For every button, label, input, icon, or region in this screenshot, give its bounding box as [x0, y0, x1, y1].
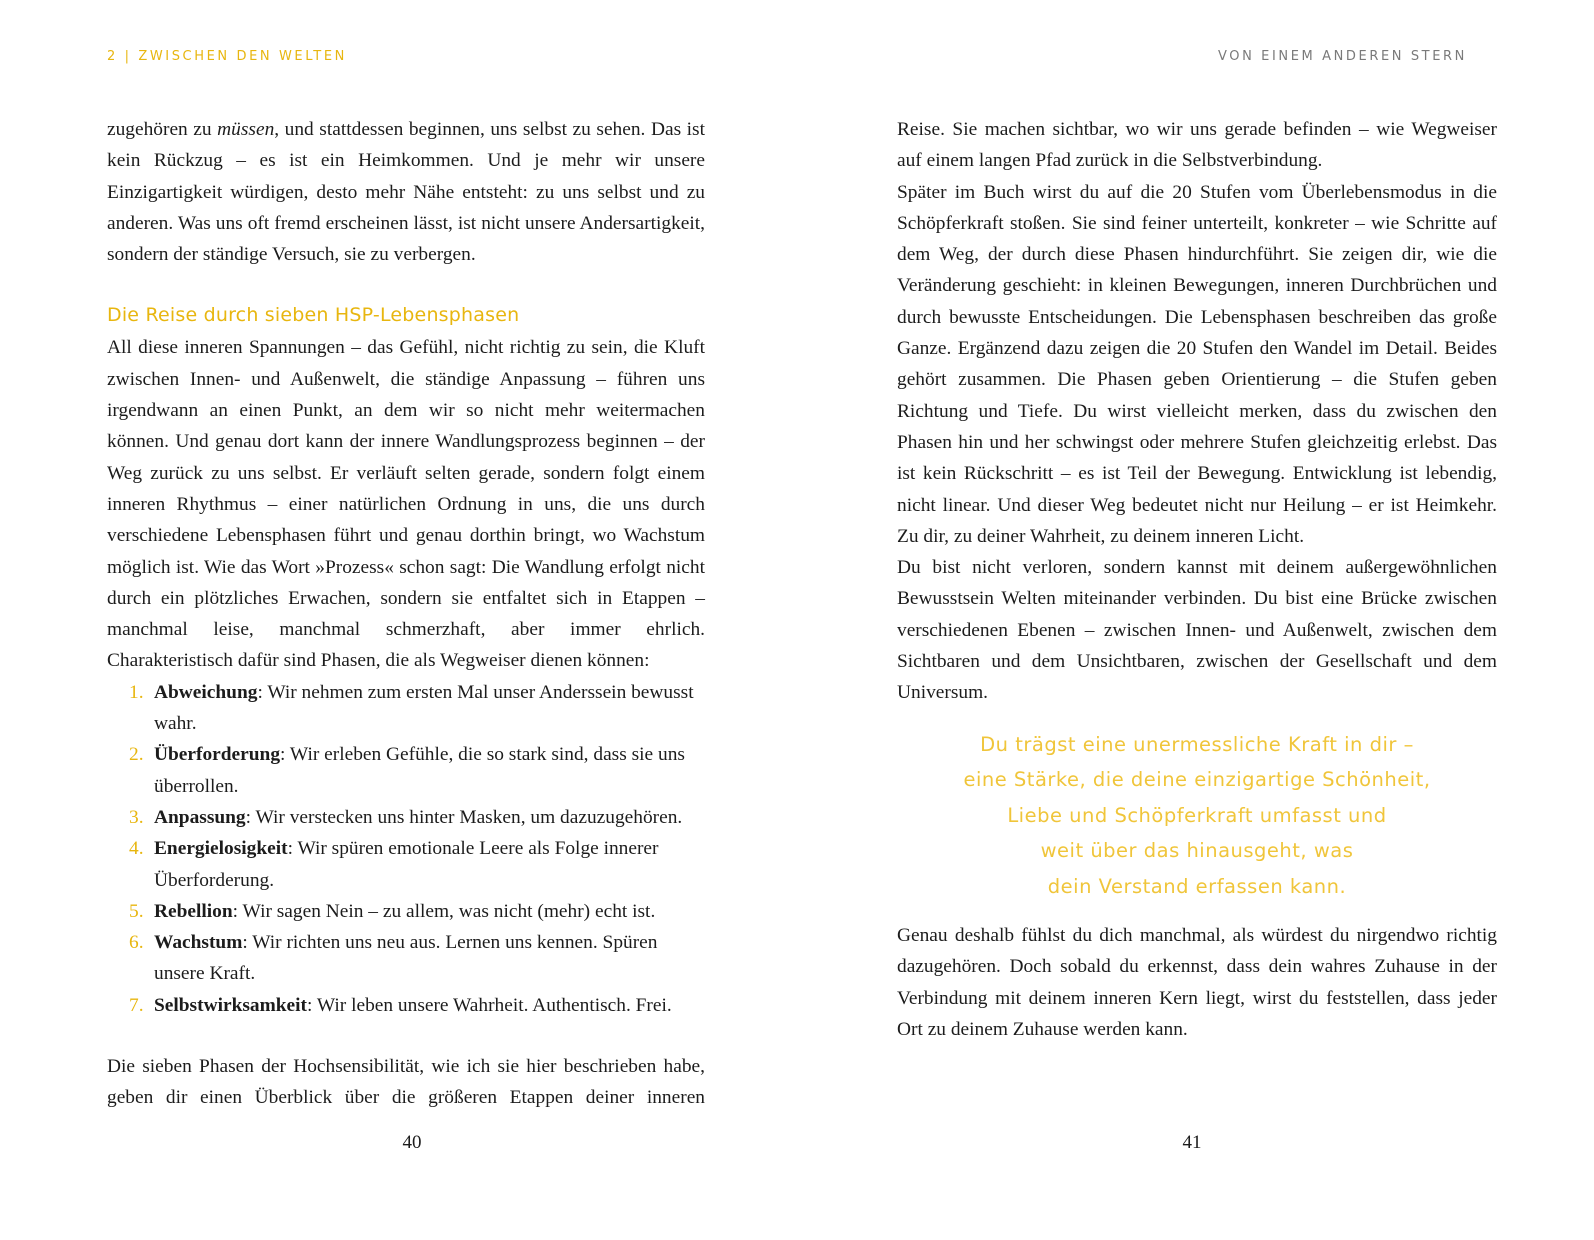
quote-line: weit über das hinausgeht, was: [1040, 839, 1354, 863]
left-page-text: [107, 114, 705, 1114]
quote-line: dein Verstand erfassen kann.: [1047, 874, 1347, 898]
quote-line: Liebe und Schöpferkraft umfasst und: [1007, 803, 1387, 827]
right-page: [797, 0, 1594, 1240]
list-item: 1. Abweichung: Wir nehmen zum ersten Mal unser Anderssein bewusst wahr.: [129, 681, 694, 735]
phase-list: [107, 677, 705, 1021]
list-item: 7. Selbstwirksamkeit: Wir leben unsere Wahrheit. Authentisch. Frei.: [129, 994, 672, 1016]
page-number-right: 41: [1182, 1132, 1202, 1153]
list-item: 3. Anpassung: Wir verstecken uns hinter Masken, um dazuzugehören.: [129, 806, 683, 828]
section-heading: Die Reise durch sieben HSP-Lebensphasen: [107, 304, 520, 327]
paragraph-2: Später im Buch wirst du auf die 20 Stufen vom Überlebensmodus in die Schöpferkraft stoßen. Sie sind feiner unterteilt, konkreter – wie Schritte auf dem Weg, der durch diese Phasen hindurchführt. Sie zeigen dir, wie die Veränderung geschieht: in kleinen Bewegungen, inneren Durchbrüchen und durch bewusste Entscheidungen. Die Lebensphasen beschreiben das große Ganze. Ergänzend dazu zeigen die 20 Stufen den Wandel im Detail. Beides gehört zusammen. Die Phasen geben Orientierung – die Stufen geben Richtung und Tiefe. Du wirst vielleicht merken, dass du zwischen den Phasen hin und her schwingst oder mehrere Stufen gleichzeitig erlebst. Das ist kein Rückschritt – es ist Teil der Bewegung. Entwicklung ist lebendig, nicht linear. Und dieser Weg bedeutet nicht nur Heilung – er ist Heimkehr. Zu dir, zu deiner Wahrheit, zu deinem inneren Licht.: [897, 181, 1497, 547]
intro-paragraph: zugehören zu müssen, und stattdessen beginnen, uns selbst zu sehen. Das ist kein Rückzug – es ist ein Heimkommen. Und je mehr wir unsere Einzigartigkeit würdigen, desto mehr Nähe entsteht: zu uns selbst und zu anderen. Was uns oft fremd erscheinen lässt, ist nicht unsere Andersartigkeit, sondern der ständige Versuch, sie zu verbergen.: [107, 119, 705, 266]
page-number-left: 40: [402, 1132, 422, 1153]
paragraph-3: Du bist nicht verloren, sondern kannst mit deinem außergewöhnlichen Bewusstsein Welten miteinander verbinden. Du bist eine Brücke zwischen verschiedenen Ebenen – zwischen Innen- und Außenwelt, zwischen dem Sichtbaren und dem Unsichtbaren, zwischen der Gesellschaft und dem Universum.: [897, 557, 1497, 704]
quote-line: eine Stärke, die deine einzigartige Schönheit,: [963, 768, 1431, 792]
list-item: 4. Energielosigkeit: Wir spüren emotionale Leere als Folge innerer Überforderung.: [129, 838, 659, 891]
paragraph-4: Genau deshalb fühlst du dich manchmal, als würdest du nirgendwo richtig dazugehören. Doch sobald du erkennst, dass dein wahres Zuhause in der Verbindung mit deinem inneren Kern liegt, wirst du feststellen, dass jeder Ort zu deinem Zuhause werden kann.: [897, 925, 1497, 1041]
closing-paragraph: Die sieben Phasen der Hochsensibilität, wie ich sie hier beschrieben habe, geben dir einen Überblick über die größeren Etappen deiner inneren: [107, 1056, 705, 1109]
running-head-right: VON EINEM ANDEREN STERN: [1218, 49, 1467, 64]
quote-line: Du trägst eine unermessliche Kraft in dir –: [980, 732, 1414, 756]
paragraph-1: Reise. Sie machen sichtbar, wo wir uns gerade befinden – wie Wegweiser auf einem langen Pfad zurück in die Selbstverbindung.: [897, 119, 1497, 172]
list-item: 6. Wachstum: Wir richten uns neu aus. Lernen uns kennen. Spüren unsere Kraft.: [129, 932, 658, 985]
list-item: 5. Rebellion: Wir sagen Nein – zu allem, was nicht (mehr) echt ist.: [129, 900, 656, 922]
running-head-left: 2 | ZWISCHEN DEN WELTEN: [107, 49, 347, 64]
pull-quote: [897, 727, 1497, 905]
section-paragraph: All diese inneren Spannungen – das Gefühl, nicht richtig zu sein, die Kluft zwischen Innen- und Außenwelt, die ständige Anpassung – führen uns irgendwann an einen Punkt, an dem wir so nicht mehr weitermachen können. Und genau dort kann der innere Wandlungsprozess beginnen – der Weg zurück zu uns selbst. Er verläuft selten gerade, sondern folgt einem inneren Rhythmus – einer natürlichen Ordnung in uns, die uns durch verschiedene Lebensphasen führt und genau dorthin bringt, wo Wachstum möglich ist. Wie das Wort »Prozess« schon sagt: Die Wandlung erfolgt nicht durch ein plötzliches Erwachen, sondern sie entfaltet sich in Etappen – manchmal leise, manchmal schmerzhaft, aber immer ehrlich. Charakteristisch dafür sind Phasen, die als Wegweiser dienen können:: [107, 337, 705, 672]
right-page-text: [897, 114, 1497, 1045]
emphasis-word: müssen: [217, 119, 275, 140]
list-item: 2. Überforderung: Wir erleben Gefühle, die so stark sind, dass sie uns überrollen.: [129, 744, 685, 797]
